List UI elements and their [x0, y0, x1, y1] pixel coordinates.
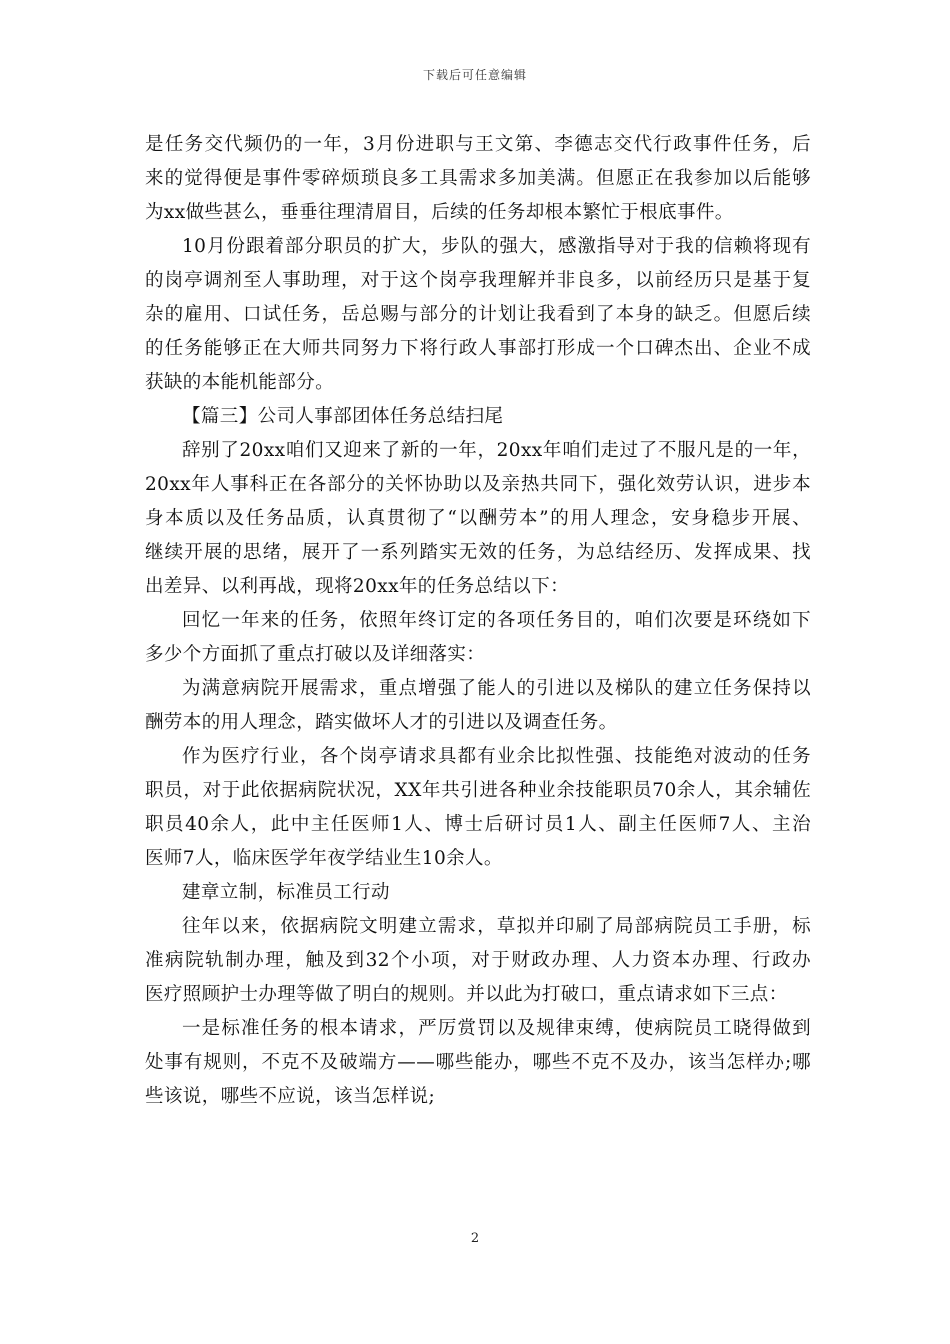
text-line: 20xx年人事科正在各部分的关怀协助以及亲热共同下，强化效劳认识，进步本 — [145, 474, 811, 495]
text-line: 杂的雇用、口试任务，岳总赐与部分的计划让我看到了本身的缺乏。但愿后续 — [145, 304, 811, 325]
text-line: 的任务能够正在大师共同努力下将行政人事部打形成一个口碑杰出、企业不成 — [145, 338, 811, 359]
text-line: 往年以来，依据病院文明建立需求，草拟并印刷了局部病院员工手册，标 — [182, 916, 811, 937]
text-line: 的岗亭调剂至人事助理，对于这个岗亭我理解并非良多，以前经历只是基于复 — [145, 270, 811, 291]
text-line: 一是标准任务的根本请求，严厉赏罚以及规律束缚，使病院员工晓得做到 — [182, 1018, 811, 1039]
text-line: 辞别了20xx咱们又迎来了新的一年，20xx年咱们走过了不服凡是的一年， — [182, 440, 811, 461]
text-line: 些该说，哪些不应说，该当怎样说; — [145, 1086, 436, 1107]
text-line: 回忆一年来的任务，依照年终订定的各项任务目的，咱们次要是环绕如下 — [182, 610, 811, 631]
text-line: 职员，对于此依据病院状况，XX年共引进各种业余技能职员70余人，其余辅佐 — [145, 780, 811, 801]
text-line: 获缺的本能机能部分。 — [145, 372, 335, 393]
text-line: 职员40余人，此中主任医师1人、博士后研讨员1人、副主任医师7人、主治 — [145, 814, 811, 835]
text-line: 为满意病院开展需求，重点增强了能人的引进以及梯队的建立任务保持以 — [182, 678, 811, 699]
section-heading: 【篇三】公司人事部团体任务总结扫尾 — [182, 406, 504, 427]
text-line: 为xx做些甚么，垂垂往理清眉目，后续的任务却根本繁忙于根底事件。 — [145, 202, 734, 223]
page-header: 下载后可任意编辑 — [422, 68, 527, 82]
text-line: 酬劳本的用人理念，踏实做坏人才的引进以及调查任务。 — [145, 712, 618, 733]
text-line: 继续开展的思绪，展开了一系列踏实无效的任务，为总结经历、发挥成果、找 — [145, 542, 811, 563]
text-line: 处事有规则，不克不及破端方——哪些能办，哪些不克不及办，该当怎样办;哪 — [145, 1052, 811, 1073]
text-line: 作为医疗行业，各个岗亭请求具都有业余比拟性强、技能绝对波动的任务 — [182, 746, 811, 767]
text-line: 准病院轨制办理，触及到32个小项，对于财政办理、人力资本办理、行政办 — [145, 950, 811, 971]
document-body — [145, 128, 811, 1114]
text-line: 出差异、以利再战，现将20xx年的任务总结以下： — [145, 576, 570, 597]
text-line: 多少个方面抓了重点打破以及详细落实： — [145, 644, 486, 665]
text-line: 是任务交代频仍的一年，3月份进职与王文第、李德志交代行政事件任务，后 — [145, 134, 811, 155]
text-line: 10月份跟着部分职员的扩大，步队的强大，感激指导对于我的信赖将现有 — [182, 236, 811, 257]
text-line: 医疗照顾护士办理等做了明白的规则。并以此为打破口，重点请求如下三点： — [145, 984, 788, 1005]
text-line: 来的觉得便是事件零碎烦琐良多工具需求多加美满。但愿正在我参加以后能够 — [145, 168, 811, 189]
subsection-heading: 建章立制，标准员工行动 — [182, 882, 390, 903]
page-number: 2 — [470, 1231, 480, 1246]
text-line: 医师7人，临床医学年夜学结业生10余人。 — [145, 848, 503, 869]
text-line: 身本质以及任务品质，认真贯彻了“以酬劳本”的用人理念，安身稳步开展、 — [145, 508, 811, 529]
